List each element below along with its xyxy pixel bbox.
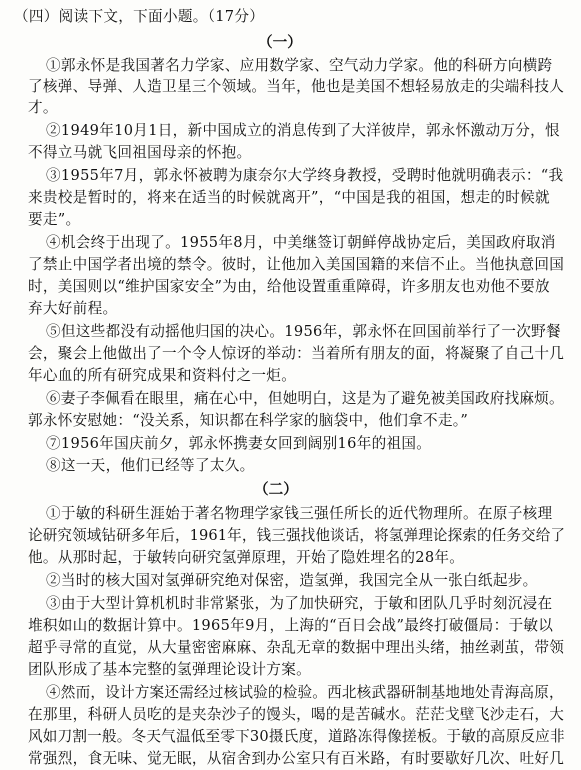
paragraph-line: 团队形成了基本完整的氢弹理论设计方案。 [28, 661, 311, 678]
paragraph-line: 在那里，科研人员吃的是夹杂沙子的馒头，喝的是苦碱水。茫茫戈壁飞沙走石，大 [28, 706, 565, 723]
paragraph-line: ④然而，设计方案还需经过核试验的检验。西北核武器研制基地地处青海高原， [46, 684, 564, 701]
question-intro: （四）阅读下文，下面小题。（17分） [14, 8, 265, 25]
paragraph-line: 才。 [28, 99, 58, 116]
paragraph-line: ⑥妻子李佩看在眼里，痛在心中，但她明白，这是为了避免被美国政府找麻烦。 [46, 390, 564, 407]
paragraph-line: ③1955年7月，郭永怀被聘为康奈尔大学终身教授，受聘时他就明确表示：“我 [46, 167, 564, 184]
paragraph-line: 不得立马就飞回祖国母亲的怀抱。 [28, 144, 252, 161]
paragraph-line: ④机会终于出现了。1955年8月，中美继签订朝鲜停战协定后，美国政府取消 [46, 234, 556, 251]
paragraph-line: ①郭永怀是我国著名力学家、应用数学家、空气动力学家。他的科研方向横跨 [46, 57, 553, 74]
paragraph-line: 来贵校是暂时的，将来在适当的时候就离开”，“中国是我的祖国，想走的时候就 [28, 189, 550, 206]
section-two-heading: （二） [254, 481, 298, 498]
paragraph-line: 堆积如山的数据计算中。1965年9月，上海的“百日会战”最终打破僵局：于敏以 [28, 617, 554, 634]
paragraph-line: ②当时的核大国对氢弹研究绝对保密，造氢弹，我国完全从一张白纸起步。 [46, 572, 538, 589]
paragraph-line: ①于敏的科研生涯始于著名物理学家钱三强任所长的近代物理所。在原子核理 [46, 505, 553, 522]
paragraph-line: ②1949年10月1日，新中国成立的消息传到了大洋彼岸，郭永怀激动万分，恨 [46, 122, 560, 139]
paragraph-line: ⑦1956年国庆前夕，郭永怀携妻女回到阔别16年的祖国。 [46, 435, 432, 452]
paragraph-line: 弃大好前程。 [28, 300, 118, 317]
paragraph-line: 会，聚会上他做出了一个令人惊讶的举动：当着所有朋友的面，将凝聚了自己十几 [28, 345, 565, 362]
paragraph-line: 郭永怀安慰她：“没关系，知识都在科学家的脑袋中，他们拿不走。” [28, 412, 469, 429]
paragraph-line: 要走”。 [28, 211, 81, 228]
paragraph-line: 论研究领域钻研多年后，1961年，钱三强找他谈话，将氢弹理论探索的任务交给了 [28, 527, 566, 544]
paragraph-line: 了禁止中国学者出境的禁令。彼时，让他加入美国国籍的来信不止。当他执意回国 [28, 256, 565, 273]
paragraph-line: 年心血的所有研究成果和资料付之一炬。 [28, 367, 297, 384]
paragraph-line: 时，美国则以“维护国家安全”为由，给他设置重重障碍，许多朋友也劝他不要放 [28, 278, 550, 295]
paragraph-line: 他。从那时起，于敏转向研究氢弹原理，开始了隐姓埋名的28年。 [28, 549, 465, 566]
paragraph-line: 超乎寻常的直觉，从大量密密麻麻、杂乱无章的数据中理出头绪，抽丝剥茧，带领 [28, 639, 565, 656]
paragraph-line: 常强烈，食无味、觉无眠，从宿舍到办公室只有百米路，有时要歇好几次、吐好几 [28, 750, 565, 767]
paragraph-line: 风如刀割一般。冬天气温低至零下30摄氏度，道路冻得像搓板。于敏的高原反应非 [28, 728, 565, 745]
section-one-heading: （一） [258, 34, 302, 51]
paragraph-line: ⑤但这些都没有动摇他归国的决心。1956年，郭永怀在回国前举行了一次野餐 [46, 323, 561, 340]
paragraph-line: ⑧这一天，他们已经等了太久。 [46, 457, 255, 474]
paragraph-line: 了核弹、导弹、人造卫星三个领域。当年，他也是美国不想轻易放走的尖端科技人 [28, 78, 565, 95]
paragraph-line: ③由于大型计算机机时非常紧张，为了加快研究，于敏和团队几乎时刻沉浸在 [46, 595, 553, 612]
